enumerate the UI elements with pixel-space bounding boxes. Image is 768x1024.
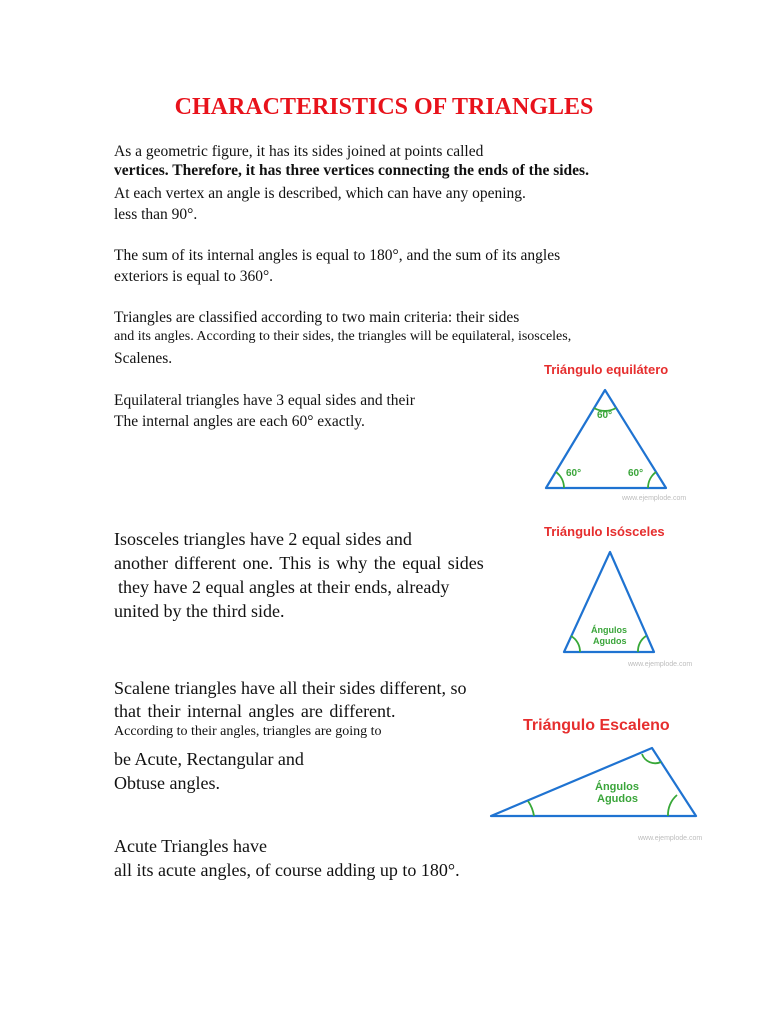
angle-label: Agudos	[593, 636, 627, 646]
paragraph-line: another different one. This is why the equal sides	[114, 553, 484, 573]
page-title: CHARACTERISTICS OF TRIANGLES	[174, 94, 594, 120]
paragraph-line: Scalene triangles have all their sides different, so	[114, 678, 467, 698]
paragraph-line: less than 90°.	[114, 206, 198, 223]
watermark: www.ejemplode.com	[638, 835, 703, 842]
watermark: www.ejemplode.com	[628, 661, 693, 668]
angle-label: 60°	[628, 468, 644, 479]
angle-arc	[648, 472, 656, 488]
paragraph-line: exteriors is equal to 360°.	[114, 268, 274, 285]
paragraph-line: that their internal angles are different.	[114, 701, 396, 721]
paragraph-line: united by the third side.	[114, 601, 285, 621]
paragraph-line: they have 2 equal angles at their ends, already	[118, 577, 450, 597]
isosceles-triangle-figure	[540, 520, 700, 670]
paragraph-line: As a geometric figure, it has its sides joined at points called	[114, 143, 484, 160]
angle-label: 60°	[566, 468, 582, 479]
triangle-shape	[546, 390, 666, 488]
angle-arc	[638, 636, 646, 652]
paragraph-line: and its angles. According to their sides, the triangles will be equilateral, isosceles,	[114, 329, 572, 344]
angle-label: Agudos	[597, 793, 638, 805]
paragraph-line: Acute Triangles have	[114, 836, 267, 856]
paragraph-line: be Acute, Rectangular and	[114, 749, 304, 769]
equilateral-triangle-figure	[530, 358, 700, 508]
paragraph-line: all its acute angles, of course adding up to 180°.	[114, 860, 460, 880]
angle-arc	[556, 472, 564, 488]
angle-label: 60°	[597, 410, 613, 421]
figure-title: Triángulo Escaleno	[523, 717, 670, 734]
angle-label: Ángulos	[591, 625, 627, 635]
paragraph-line: Equilateral triangles have 3 equal sides and their	[114, 392, 415, 409]
paragraph-line: At each vertex an angle is described, which can have any opening.	[114, 185, 526, 202]
angle-arc	[668, 795, 677, 816]
angle-arc	[528, 801, 534, 816]
paragraph-line: Triangles are classified according to two main criteria: their sides	[114, 309, 520, 326]
paragraph-line: The sum of its internal angles is equal to 180°, and the sum of its angles	[114, 247, 561, 264]
triangle-shape	[491, 748, 696, 816]
figure-title: Triángulo equilátero	[544, 362, 669, 377]
watermark: www.ejemplode.com	[622, 495, 687, 502]
paragraph-line-bold: vertices. Therefore, it has three vertices connecting the ends of the sides.	[114, 162, 589, 179]
angle-label: Ángulos	[595, 781, 639, 793]
paragraph-line: Isosceles triangles have 2 equal sides and	[114, 529, 412, 549]
angle-arc	[571, 636, 580, 652]
paragraph-line: Scalenes.	[114, 350, 173, 367]
paragraph-line: Obtuse angles.	[114, 773, 220, 793]
figure-title: Triángulo Isósceles	[544, 524, 665, 539]
scalene-triangle-figure	[488, 710, 728, 850]
paragraph-line: The internal angles are each 60° exactly.	[114, 413, 365, 430]
paragraph-line: According to their angles, triangles are going to	[114, 724, 382, 739]
